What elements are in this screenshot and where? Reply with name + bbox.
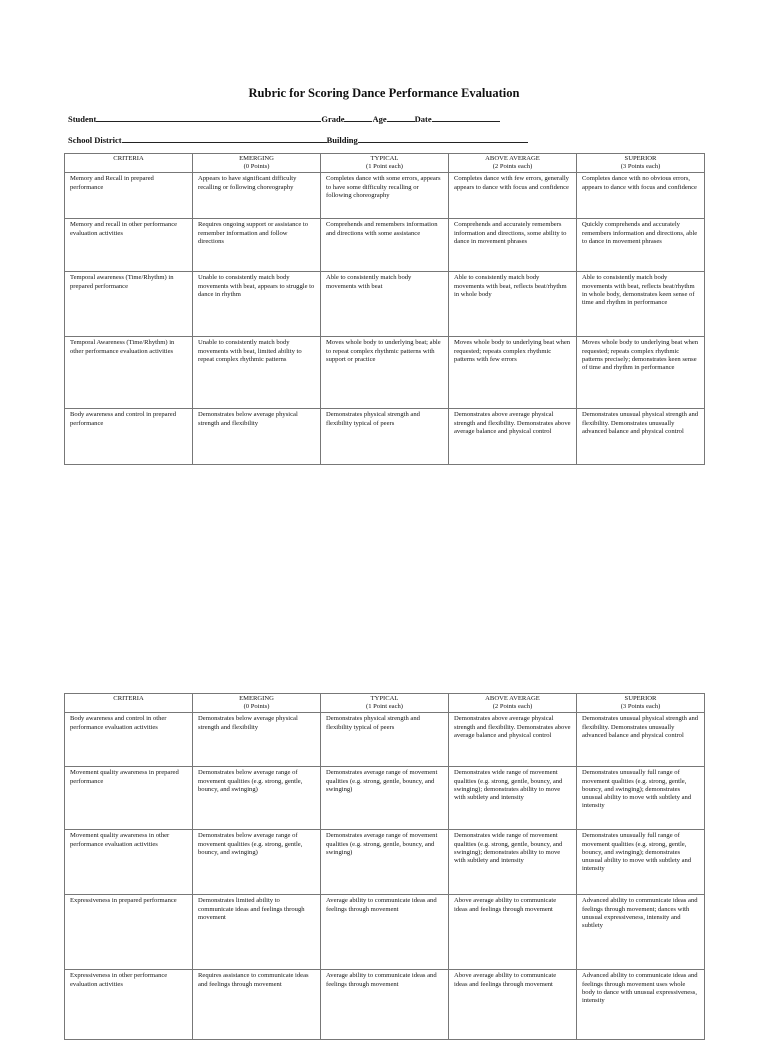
emerging-cell: Demonstrates limited ability to communicate ideas and feelings through movement	[193, 895, 321, 970]
above-average-cell: Above average ability to communicate ideas and feelings through movement	[449, 895, 577, 970]
table-row	[65, 713, 705, 767]
table-row	[65, 272, 705, 337]
header-above-average: ABOVE AVERAGE (2 Points each)	[449, 154, 577, 173]
criteria-cell: Body awareness and control in prepared performance	[65, 409, 193, 465]
superior-cell: Demonstrates unusually full range of movement qualities (e.g. strong, gentle, bouncy, and swinging); demonstrates unusual ability to move with subtlety and intensity	[577, 830, 705, 895]
above-average-cell: Above average ability to communicate ideas and feelings through movement	[449, 970, 577, 1040]
superior-cell: Completes dance with no obvious errors, appears to dance with focus and confidence	[577, 173, 705, 219]
typical-cell: Able to consistently match body movements with beat	[321, 272, 449, 337]
table-header-row	[65, 694, 705, 713]
superior-cell: Demonstrates unusual physical strength and flexibility. Demonstrates unusually advanced balance and physical control	[577, 409, 705, 465]
student-field[interactable]	[96, 113, 321, 122]
above-average-cell: Completes dance with few errors, generally appears to dance with focus and confidence	[449, 173, 577, 219]
criteria-cell: Expressiveness in prepared performance	[65, 895, 193, 970]
typical-cell: Demonstrates average range of movement qualities (e.g. strong, gentle, bouncy, and swinging)	[321, 767, 449, 830]
superior-cell: Demonstrates unusually full range of movement qualities (e.g. strong, gentle, bouncy, and swinging); demonstrates unusual ability to move with subtlety and intensity	[577, 767, 705, 830]
typical-cell: Demonstrates physical strength and flexibility typical of peers	[321, 409, 449, 465]
rubric-table-page-2	[64, 693, 705, 1040]
superior-cell: Advanced ability to communicate ideas and feelings through movement uses whole body to dance with unusual expressiveness, intensity	[577, 970, 705, 1040]
emerging-cell: Appears to have significant difficulty recalling or following choreography	[193, 173, 321, 219]
header-superior: SUPERIOR (3 Points each)	[577, 694, 705, 713]
typical-cell: Demonstrates average range of movement qualities (e.g. strong, gentle, bouncy, and swinging)	[321, 830, 449, 895]
above-average-cell: Demonstrates wide range of movement qualities (e.g. strong, gentle, bouncy, and swinging); demonstrates ability to move with subtlety and intensity	[449, 767, 577, 830]
emerging-cell: Requires ongoing support or assistance to remember information and follow directions	[193, 219, 321, 272]
emerging-cell: Requires assistance to communicate ideas and feelings through movement	[193, 970, 321, 1040]
criteria-cell: Body awareness and control in other performance evaluation activities	[65, 713, 193, 767]
superior-cell: Able to consistently match body movements with beat, reflects beat/rhythm in whole body, demonstrates keen sense of time and rhythm in performance	[577, 272, 705, 337]
above-average-cell: Moves whole body to underlying beat when requested; repeats complex rhythmic patterns with few errors	[449, 337, 577, 409]
criteria-cell: Memory and Recall in prepared performance	[65, 173, 193, 219]
date-label: Date	[414, 114, 432, 124]
age-label: Age	[372, 114, 387, 124]
criteria-cell: Movement quality awareness in prepared performance	[65, 767, 193, 830]
superior-cell: Demonstrates unusual physical strength and flexibility. Demonstrates unusually advanced balance and physical control	[577, 713, 705, 767]
building-label: Building	[326, 135, 358, 145]
rubric-table-page-1	[64, 153, 705, 465]
emerging-cell: Demonstrates below average range of movement qualities (e.g. strong, gentle, bouncy, and swinging)	[193, 830, 321, 895]
emerging-cell: Unable to consistently match body movements with beat, appears to struggle to dance in rhythm	[193, 272, 321, 337]
school-district-field[interactable]	[122, 134, 327, 143]
student-info-line	[68, 113, 500, 124]
table-row	[65, 219, 705, 272]
table-row	[65, 337, 705, 409]
table-header-row	[65, 154, 705, 173]
table-row	[65, 970, 705, 1040]
header-emerging: EMERGING (0 Points)	[193, 694, 321, 713]
student-label: Student	[68, 114, 97, 124]
header-above-average: ABOVE AVERAGE (2 Points each)	[449, 694, 577, 713]
above-average-cell: Demonstrates above average physical strength and flexibility. Demonstrates above average balance and physical control	[449, 713, 577, 767]
emerging-cell: Demonstrates below average physical strength and flexibility	[193, 409, 321, 465]
table-row	[65, 830, 705, 895]
table-row	[65, 173, 705, 219]
typical-cell: Completes dance with some errors, appears to have some difficulty recalling or following choreography	[321, 173, 449, 219]
criteria-cell: Temporal Awareness (Time/Rhythm) in other performance evaluation activities	[65, 337, 193, 409]
school-info-line	[68, 134, 528, 145]
typical-cell: Average ability to communicate ideas and feelings through movement	[321, 895, 449, 970]
table-row	[65, 767, 705, 830]
header-typical: TYPICAL (1 Point each)	[321, 694, 449, 713]
emerging-cell: Unable to consistently match body movements with beat, limited ability to repeat complex rhythmic patterns	[193, 337, 321, 409]
building-field[interactable]	[358, 134, 528, 143]
criteria-cell: Expressiveness in other performance evaluation activities	[65, 970, 193, 1040]
above-average-cell: Able to consistently match body movements with beat, reflects beat/rhythm in whole body	[449, 272, 577, 337]
typical-cell: Average ability to communicate ideas and feelings through movement	[321, 970, 449, 1040]
above-average-cell: Comprehends and accurately remembers information and directions, some ability to dance in movement phrases	[449, 219, 577, 272]
header-typical: TYPICAL (1 Point each)	[321, 154, 449, 173]
above-average-cell: Demonstrates wide range of movement qualities (e.g. strong, gentle, bouncy, and swinging); demonstrates ability to move with subtlety and intensity	[449, 830, 577, 895]
typical-cell: Demonstrates physical strength and flexibility typical of peers	[321, 713, 449, 767]
above-average-cell: Demonstrates above average physical strength and flexibility. Demonstrates above average balance and physical control	[449, 409, 577, 465]
superior-cell: Moves whole body to underlying beat when requested; repeats complex rhythmic patterns precisely; demonstrates keen sense of time and rhythm in performance	[577, 337, 705, 409]
superior-cell: Quickly comprehends and accurately remembers information and directions, able to dance in movement phrases	[577, 219, 705, 272]
typical-cell: Comprehends and remembers information and directions with some assistance	[321, 219, 449, 272]
header-criteria: CRITERIA	[65, 694, 193, 713]
criteria-cell: Movement quality awareness in other performance evaluation activities	[65, 830, 193, 895]
date-field[interactable]	[432, 113, 500, 122]
grade-label: Grade	[321, 114, 345, 124]
emerging-cell: Demonstrates below average physical strength and flexibility	[193, 713, 321, 767]
header-emerging: EMERGING (0 Points)	[193, 154, 321, 173]
header-superior: SUPERIOR (3 Points each)	[577, 154, 705, 173]
age-field[interactable]	[387, 113, 415, 122]
criteria-cell: Memory and recall in other performance evaluation activities	[65, 219, 193, 272]
page-title: Rubric for Scoring Dance Performance Evaluation	[248, 86, 520, 100]
grade-field[interactable]	[344, 113, 372, 122]
table-row	[65, 409, 705, 465]
table-row	[65, 895, 705, 970]
criteria-cell: Temporal awareness (Time/Rhythm) in prepared performance	[65, 272, 193, 337]
emerging-cell: Demonstrates below average range of movement qualities (e.g. strong, gentle, bouncy, and swinging)	[193, 767, 321, 830]
school-district-label: School District	[68, 135, 122, 145]
header-criteria: CRITERIA	[65, 154, 193, 173]
superior-cell: Advanced ability to communicate ideas and feelings through movement; dances with unusual expressiveness, intensity and subtlety	[577, 895, 705, 970]
typical-cell: Moves whole body to underlying beat; able to repeat complex rhythmic patterns with support or practice	[321, 337, 449, 409]
